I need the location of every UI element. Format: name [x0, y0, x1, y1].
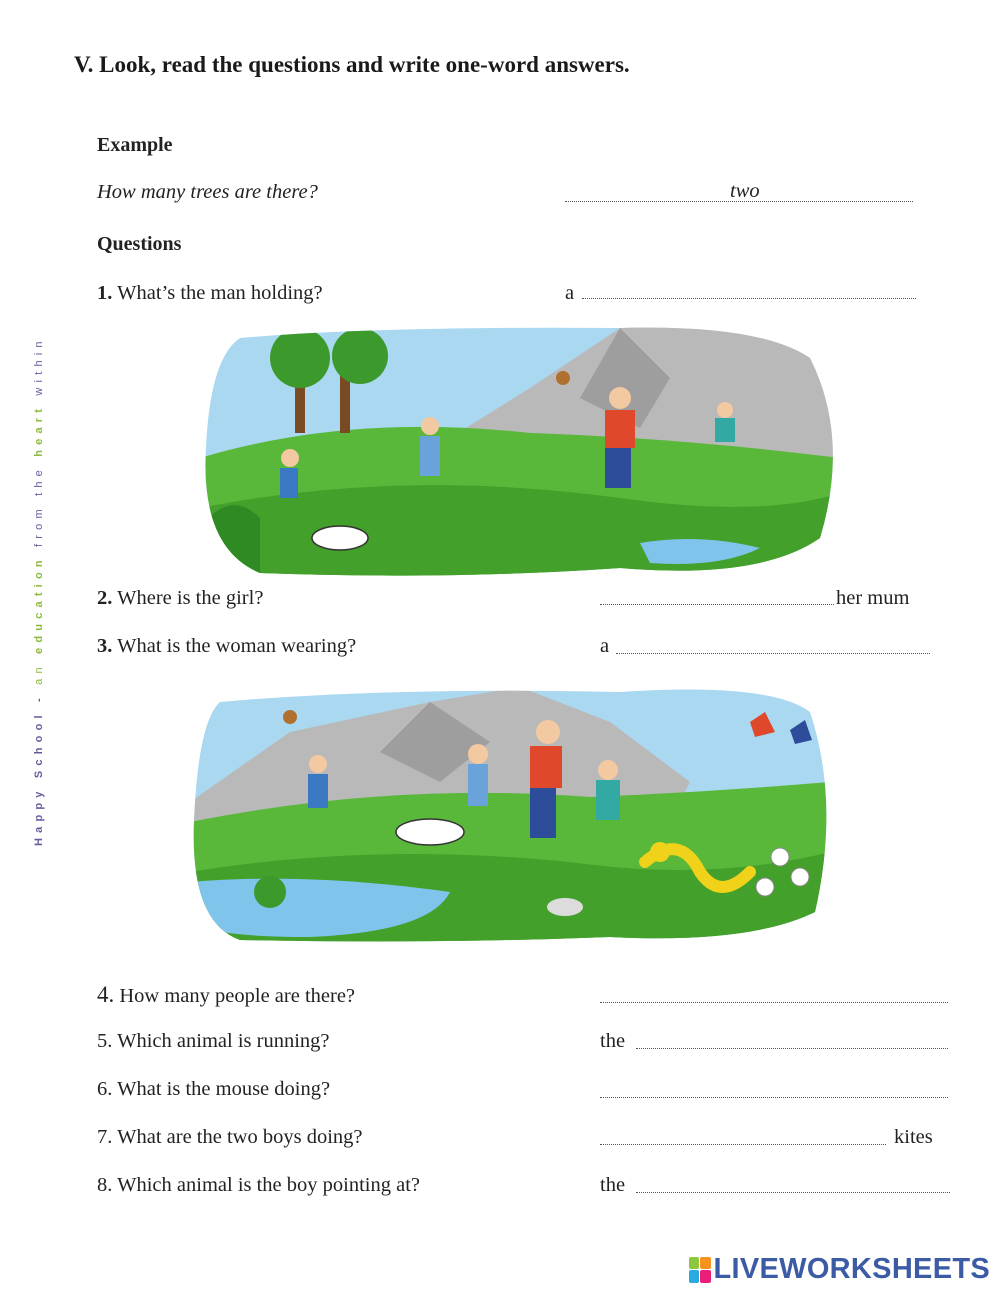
logo-text: LIVEWORKSHEETS — [713, 1253, 990, 1285]
liveworksheets-logo-icon — [689, 1257, 711, 1283]
question-1-prefix: a — [565, 282, 575, 304]
question-8: 8. Which animal is the boy pointing at? — [97, 1174, 421, 1196]
question-5-prefix: the — [600, 1030, 626, 1052]
answer-field-6[interactable] — [600, 1097, 948, 1098]
answer-field-4[interactable] — [600, 1002, 948, 1003]
answer-field-1[interactable] — [582, 298, 916, 299]
page-title: V. Look, read the questions and write one-word answers. — [74, 52, 630, 77]
answer-field-2[interactable] — [600, 604, 834, 605]
question-2: 2. Where is the girl? — [97, 587, 264, 609]
example-answer: two — [730, 180, 760, 202]
example-heading: Example — [97, 134, 173, 156]
question-5: 5. Which animal is running? — [97, 1030, 330, 1052]
question-3: 3. What is the woman wearing? — [97, 635, 357, 657]
side-branding-text: Happy School - an education from the heart within — [33, 336, 45, 846]
question-2-suffix: her mum — [836, 587, 910, 609]
answer-field-5[interactable] — [636, 1048, 948, 1049]
question-7-suffix: kites — [894, 1126, 933, 1148]
question-4: 4. How many people are there? — [97, 982, 356, 1007]
park-scene-1 — [200, 318, 840, 580]
answer-field-7[interactable] — [600, 1144, 886, 1145]
liveworksheets-logo — [689, 1253, 991, 1286]
question-1: 1. What’s the man holding? — [97, 282, 323, 304]
question-8-prefix: the — [600, 1174, 626, 1196]
question-7: 7. What are the two boys doing? — [97, 1126, 363, 1148]
answer-field-8[interactable] — [636, 1192, 950, 1193]
question-6: 6. What is the mouse doing? — [97, 1078, 331, 1100]
question-3-prefix: a — [600, 635, 610, 657]
example-question: How many trees are there? — [97, 181, 318, 203]
questions-heading: Questions — [97, 233, 182, 255]
answer-field-3[interactable] — [616, 653, 930, 654]
park-scene-2 — [190, 682, 830, 944]
